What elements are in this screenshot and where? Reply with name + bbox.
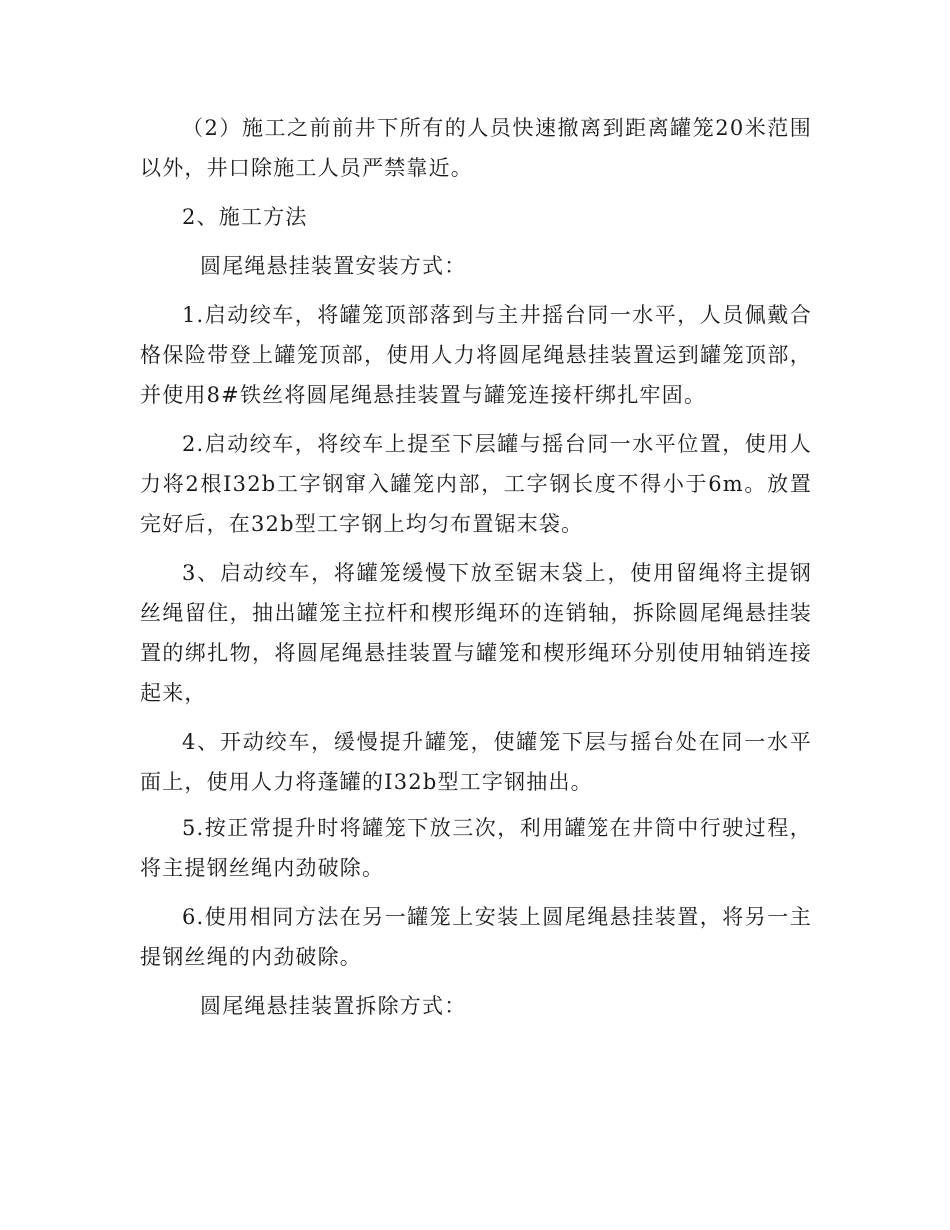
- section-heading-construction-method: 2、施工方法: [182, 205, 308, 229]
- paragraph-step-5: 5.按正常提升时将罐笼下放三次，利用罐笼在井筒中行驶过程，将主提钢丝绳内劲破除。: [140, 816, 812, 880]
- paragraph-evacuation: （2）施工之前前井下所有的人员快速撤离到距离罐笼20米范围以外，井口除施工人员严禁靠近。: [140, 116, 812, 180]
- paragraph-step-1: 1.启动绞车，将罐笼顶部落到与主井摇台同一水平，人员佩戴合格保险带登上罐笼顶部，使用人力将圆尾绳悬挂装置运到罐笼顶部，并使用8#铁丝将圆尾绳悬挂装置与罐笼连接杆绑扎牢固。: [140, 303, 812, 407]
- paragraph-step-3: 3、启动绞车，将罐笼缓慢下放至锯末袋上，使用留绳将主提钢丝绳留住，抽出罐笼主拉杆和楔形绳环的连销轴，拆除圆尾绳悬挂装置的绑扎物，将圆尾绳悬挂装置与罐笼和楔形绳环分别使用轴销连接起来，: [140, 561, 812, 705]
- paragraph-step-4: 4、开动绞车，缓慢提升罐笼，使罐笼下层与摇台处在同一水平面上，使用人力将蓬罐的I32b型工字钢抽出。: [140, 730, 812, 794]
- subheading-installation: 圆尾绳悬挂装置安装方式：: [200, 254, 467, 278]
- subheading-removal: 圆尾绳悬挂装置拆除方式：: [200, 994, 467, 1018]
- paragraph-step-2: 2.启动绞车，将绞车上提至下层罐与摇台同一水平位置，使用人力将2根I32b工字钢窜入罐笼内部，工字钢长度不得小于6m。放置完好后，在32b型工字钢上均匀布置锯末袋。: [140, 432, 812, 536]
- paragraph-step-6: 6.使用相同方法在另一罐笼上安装上圆尾绳悬挂装置，将另一主提钢丝绳的内劲破除。: [140, 905, 812, 969]
- document-body: [140, 108, 812, 1026]
